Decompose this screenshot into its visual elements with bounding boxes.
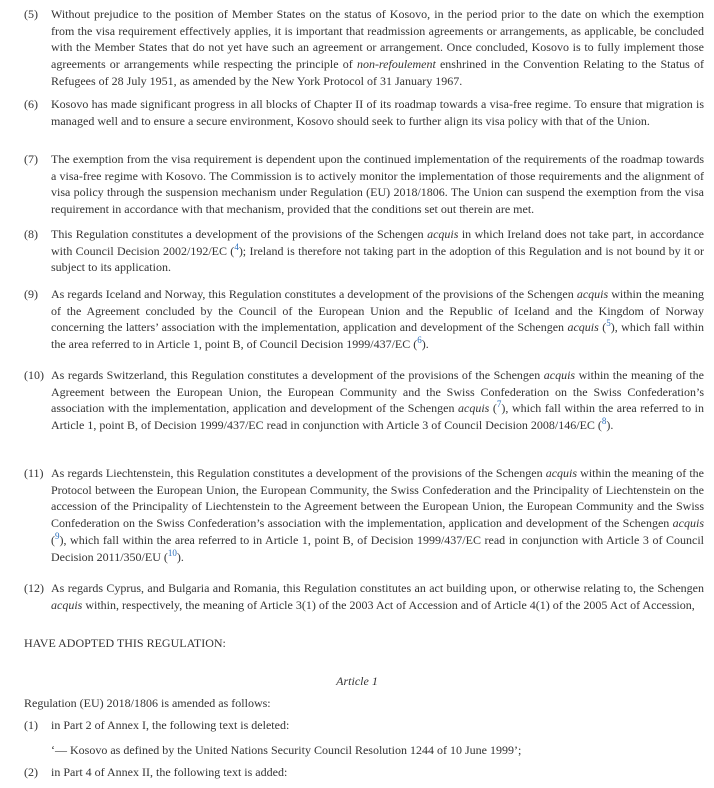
recital-text: [51, 6, 704, 90]
recital-text-run: As regards Cyprus, and Bulgaria and Romania, this Regulation constitutes an act building upon, or otherwise relating to, the Schengen: [51, 581, 704, 595]
recital-number: (8): [24, 227, 38, 241]
italic-term: acquis: [543, 368, 576, 382]
italic-term: acquis: [567, 320, 599, 335]
italic-term: acquis: [427, 227, 459, 241]
item-2-number: (2): [24, 765, 38, 779]
recital-11: [24, 465, 704, 565]
italic-term: non-refoulement: [356, 57, 436, 72]
recital-text-run: within the meaning of the Agreement between the European Union, the European Community and the Swiss Confederation on the Swiss Confederation’s association with the implementation, application and development of the Schengen: [51, 368, 704, 416]
recital-text-run: (: [51, 532, 55, 547]
recital-text-run: As regards Liechtenstein, this Regulation constitutes a development of the provisions of the Schengen: [51, 466, 546, 480]
recital-text-run: within the meaning of the Agreement concluded by the Council of the European Union and the Republic of Iceland and the Kingdom of Norway concerning the latters’ association with the implementation, application and development of the Schengen: [51, 287, 704, 335]
recital-text-run: Kosovo has made significant progress in all blocks of Chapter II of its roadmap towards a visa-free regime. To ensure that migration is managed well and to ensure a secure environment, Kosovo should seek to further align its visa policy with that of the Union.: [51, 97, 704, 128]
recital-text-run: Without prejudice to the position of Member States on the status of Kosovo, in the period prior to the date on which the exemption from the visa requirement effectively applies, it is important that readmission agreements or arrangements, as applicable, be concluded with the Member States that do not yet have such an agreement or arrangement. Once concluded, Kosovo is to fully implement those agreements or arrangements while respecting the principle of: [51, 7, 704, 72]
recital-text-run: ), which fall within the area referred to in Article 1, point B, of Council Decision 1999/437/EC (: [51, 320, 704, 352]
recital-text-run: (: [598, 320, 607, 335]
italic-term: acquis: [545, 466, 578, 480]
recital-number: (6): [24, 97, 38, 111]
item-1-text: in Part 2 of Annex I, the following text is deleted:: [51, 718, 290, 732]
item-1-quote: ‘— Kosovo as defined by the United Nations Security Council Resolution 1244 of 10 June 1999’;: [51, 743, 522, 757]
recital-number: (12): [24, 581, 44, 595]
article-title: Article 1: [336, 674, 378, 688]
footnote-ref-link[interactable]: 6: [417, 335, 422, 346]
recital-text-run: As regards Iceland and Norway, this Regulation constitutes a development of the provisions of the Schengen: [51, 287, 577, 301]
item-1-number: (1): [24, 718, 38, 732]
adopted-statement: HAVE ADOPTED THIS REGULATION:: [24, 636, 226, 650]
recital-text-run: within the meaning of the Protocol between the European Union, the European Community, the Swiss Confederation and the Principality of Liechtenstein on the accession of the Principality of Liechtenstein to the Agreement between the European Union, the European Community and the Swiss Confederation on the Swiss Confederation’s association with the implementation, application and development of the Schengen: [51, 466, 704, 531]
footnote-ref-link[interactable]: 10: [167, 547, 177, 558]
item-2-text: in Part 4 of Annex II, the following text is added:: [51, 765, 288, 779]
recital-text-run: This Regulation constitutes a development of the provisions of the Schengen: [51, 227, 428, 241]
recital-number: (10): [24, 368, 44, 382]
italic-term: acquis: [672, 516, 704, 531]
recital-text-run: ).: [421, 337, 429, 352]
recital-text-run: enshrined in the Convention Relating to the Status of Refugees of 28 July 1951, as amended by the New York Protocol of 31 January 1967.: [51, 57, 704, 88]
recital-text: [51, 465, 704, 565]
recital-text-run: (: [489, 401, 497, 416]
italic-term: acquis: [576, 287, 609, 301]
footnote-ref-link[interactable]: 4: [234, 241, 239, 252]
recital-7: [24, 151, 704, 218]
recital-text-run: ), which fall within the area referred to in Article 1, point B, of Decision 1999/437/EC read in conjunction with Article 3 of Council Decision 2008/146/EC (: [51, 401, 705, 433]
recital-text: [51, 580, 704, 613]
recital-text: [51, 96, 704, 129]
recital-text-run: As regards Switzerland, this Regulation constitutes a development of the provisions of the Schengen: [51, 368, 544, 382]
recital-text-run: The exemption from the visa requirement is dependent upon the continued implementation of the requirements of the roadmap towards a visa-free regime with Kosovo. The Commission is to actively monitor the implementation of those requirements and the alignment of visa policy through the suspension mechanism under Regulation (EU) 2018/1806. The Union can suspend the exemption from the visa requirement in accordance with that mechanism, provided that the conditions set out therein are met.: [51, 152, 704, 217]
footnote-ref-link[interactable]: 5: [606, 318, 611, 329]
recital-text-run: ); Ireland is therefore not taking part in the adoption of this Regulation and is not bound by it or subject to its application.: [51, 243, 704, 275]
recital-6: [24, 96, 704, 129]
recital-text-run: ).: [176, 549, 184, 564]
recital-text: [51, 151, 704, 218]
recital-12: [24, 580, 704, 613]
amended-intro: Regulation (EU) 2018/1806 is amended as follows:: [24, 696, 271, 710]
recital-10: [24, 367, 704, 434]
recital-5: [24, 6, 704, 90]
recital-number: (7): [24, 152, 38, 166]
italic-term: acquis: [51, 597, 83, 612]
recital-text-run: ), which fall within the area referred to in Article 1, point B, of Decision 1999/437/EC read in conjunction with Article 3 of Council Decision 2011/350/EU (: [51, 532, 704, 564]
footnote-ref-link[interactable]: 8: [601, 416, 607, 427]
recital-8: [24, 226, 704, 276]
italic-term: acquis: [458, 401, 490, 416]
recital-number: (9): [24, 287, 38, 301]
recital-text-run: in which Ireland does not take part, in accordance with Council Decision 2002/192/EC (: [51, 227, 704, 258]
recital-9: [24, 286, 704, 353]
recital-text: [51, 367, 704, 434]
recital-text-run: ).: [606, 418, 614, 433]
footnote-ref-link[interactable]: 7: [496, 399, 502, 410]
footnote-ref-link[interactable]: 9: [55, 530, 60, 541]
recital-number: (5): [24, 7, 38, 21]
recital-text: [51, 286, 704, 353]
recital-text: [51, 226, 704, 276]
recital-text-run: within, respectively, the meaning of Article 3(1) of the 2003 Act of Accession and of Article 4(1) of the 2005 Act of Accession,: [82, 597, 695, 612]
recital-number: (11): [24, 466, 44, 480]
